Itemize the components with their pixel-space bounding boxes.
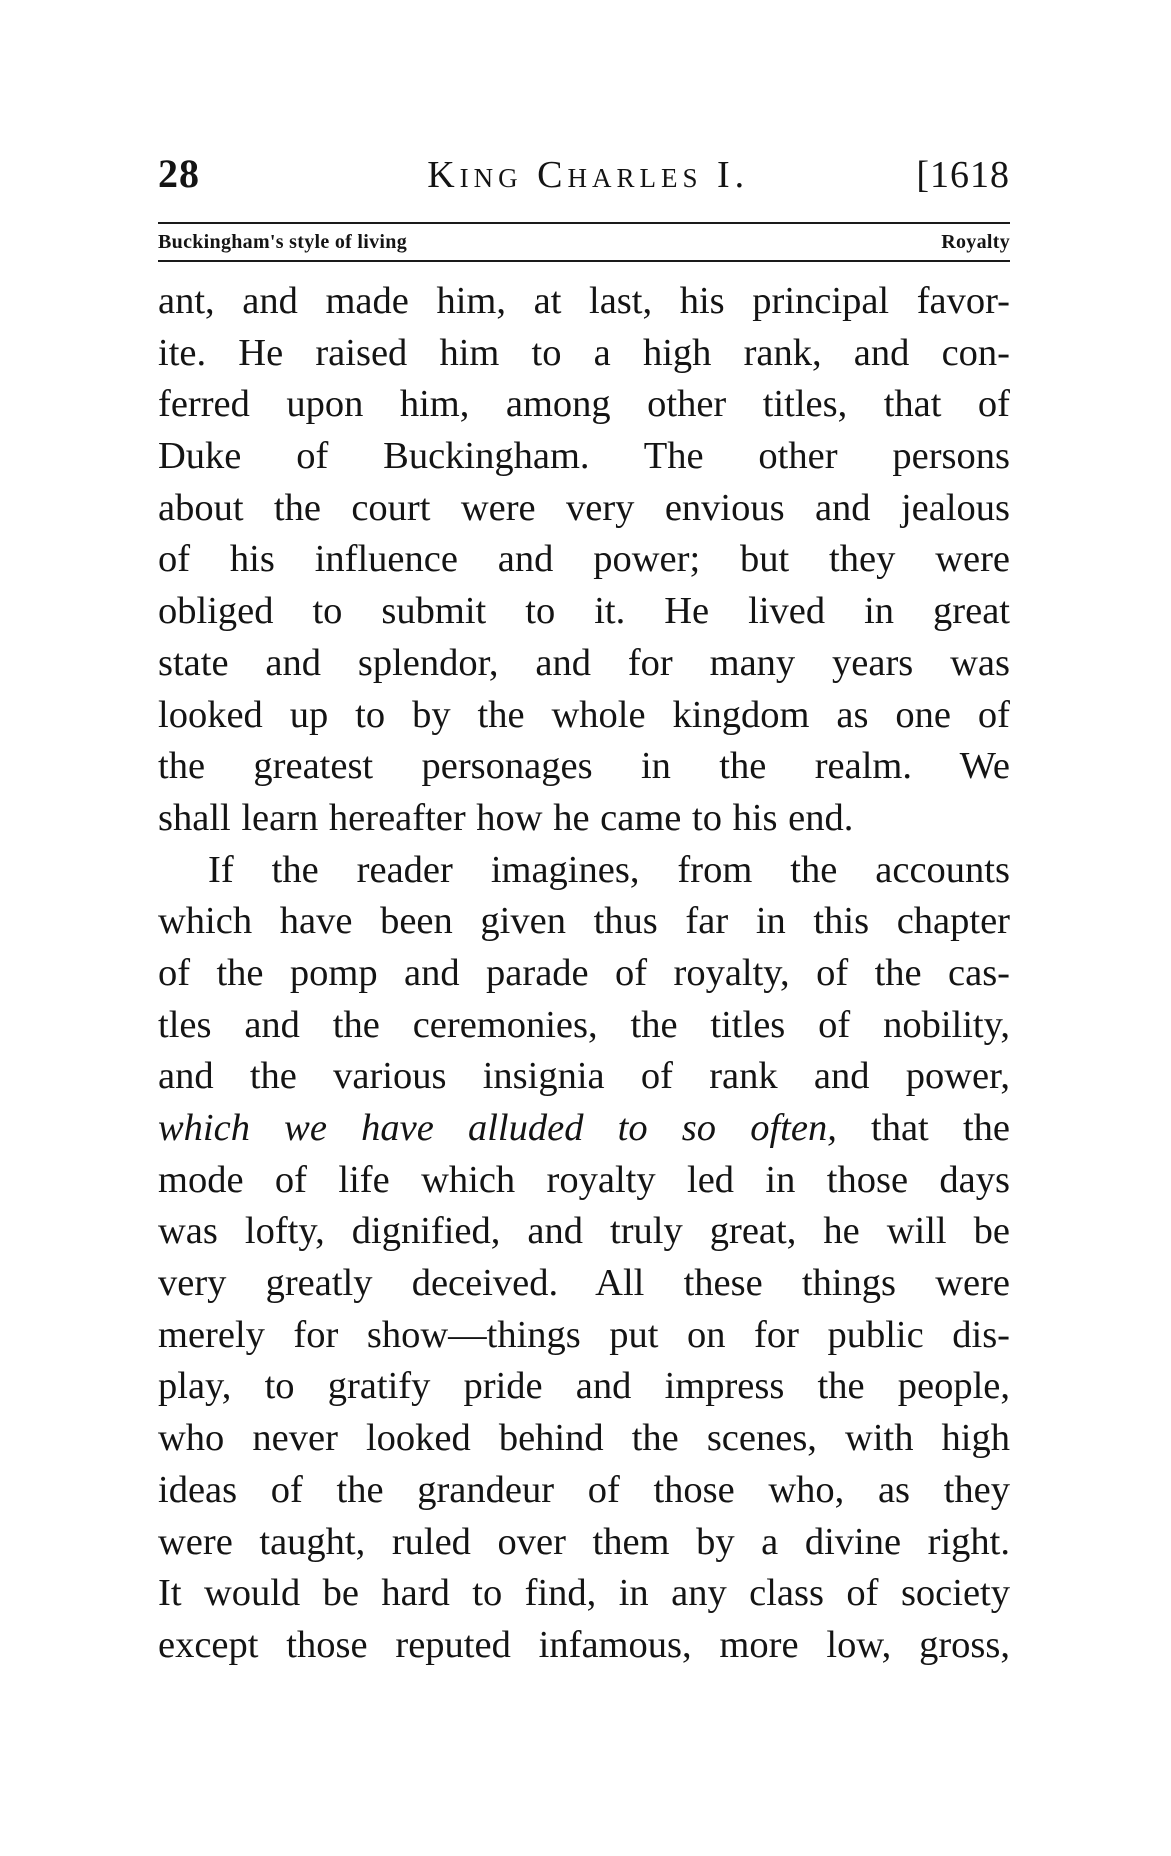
- body-text: [158, 276, 1010, 1672]
- text-line: ideas of the grandeur of those who, as they: [158, 1468, 1010, 1511]
- text-line: state and splendor, and for many years was: [158, 641, 1010, 684]
- text-line: obliged to submit to it. He lived in great: [158, 590, 1010, 633]
- text-line: were taught, ruled over them by a divine right.: [158, 1520, 1010, 1563]
- text-line: It would be hard to find, in any class of society: [158, 1572, 1010, 1615]
- subhead-bar: [158, 224, 1010, 260]
- header-rule-bottom: [158, 260, 1010, 262]
- text-line: and the various insignia of rank and power,: [158, 1055, 1010, 1098]
- year-marker: [1618: [916, 154, 1010, 196]
- running-title: King Charles I.: [427, 154, 750, 196]
- italic-phrase: which we have alluded to so often,: [158, 1107, 837, 1149]
- text-line: of the pomp and parade of royalty, of the cas-: [158, 951, 1010, 994]
- text-line: mode of life which royalty led in those days: [158, 1158, 1010, 1201]
- running-head: [158, 150, 1010, 208]
- text-line: ite. He raised him to a high rank, and con-: [158, 331, 1010, 374]
- text-line: who never looked behind the scenes, with high: [158, 1417, 1010, 1460]
- text-line: was lofty, dignified, and truly great, he will be: [158, 1210, 1010, 1253]
- text-line: except those reputed infamous, more low, gross,: [158, 1623, 1010, 1666]
- text-line: tles and the ceremonies, the titles of nobility,: [158, 1003, 1010, 1046]
- text-line: the greatest personages in the realm. We: [158, 745, 1010, 788]
- text-line: shall learn hereafter how he came to his end.: [158, 796, 854, 839]
- text-line-italic: [158, 1103, 1010, 1155]
- text-line: about the court were very envious and jealous: [158, 486, 1010, 529]
- book-page: [158, 150, 1010, 1672]
- page-number: 28: [158, 151, 200, 196]
- text-line: looked up to by the whole kingdom as one of: [158, 693, 1010, 736]
- text-line: ferred upon him, among other titles, that of: [158, 383, 1010, 426]
- left-subhead: Buckingham's style of living: [158, 230, 407, 253]
- text-line: merely for show—things put on for public dis-: [158, 1313, 1010, 1356]
- paragraph-1: [158, 276, 1010, 845]
- text-line: very greatly deceived. All these things were: [158, 1262, 1010, 1305]
- italic-line-tail: that the: [836, 1107, 1010, 1149]
- paragraph-2: [158, 845, 1010, 1672]
- text-line: which have been given thus far in this chapter: [158, 900, 1010, 943]
- text-line: of his influence and power; but they were: [158, 538, 1010, 581]
- text-line: ant, and made him, at last, his principal favor-: [158, 280, 1010, 322]
- text-line: Duke of Buckingham. The other persons: [158, 435, 1010, 478]
- right-subhead: Royalty: [941, 230, 1010, 253]
- text-line: play, to gratify pride and impress the people,: [158, 1365, 1010, 1408]
- text-line: If the reader imagines, from the accounts: [208, 848, 1010, 891]
